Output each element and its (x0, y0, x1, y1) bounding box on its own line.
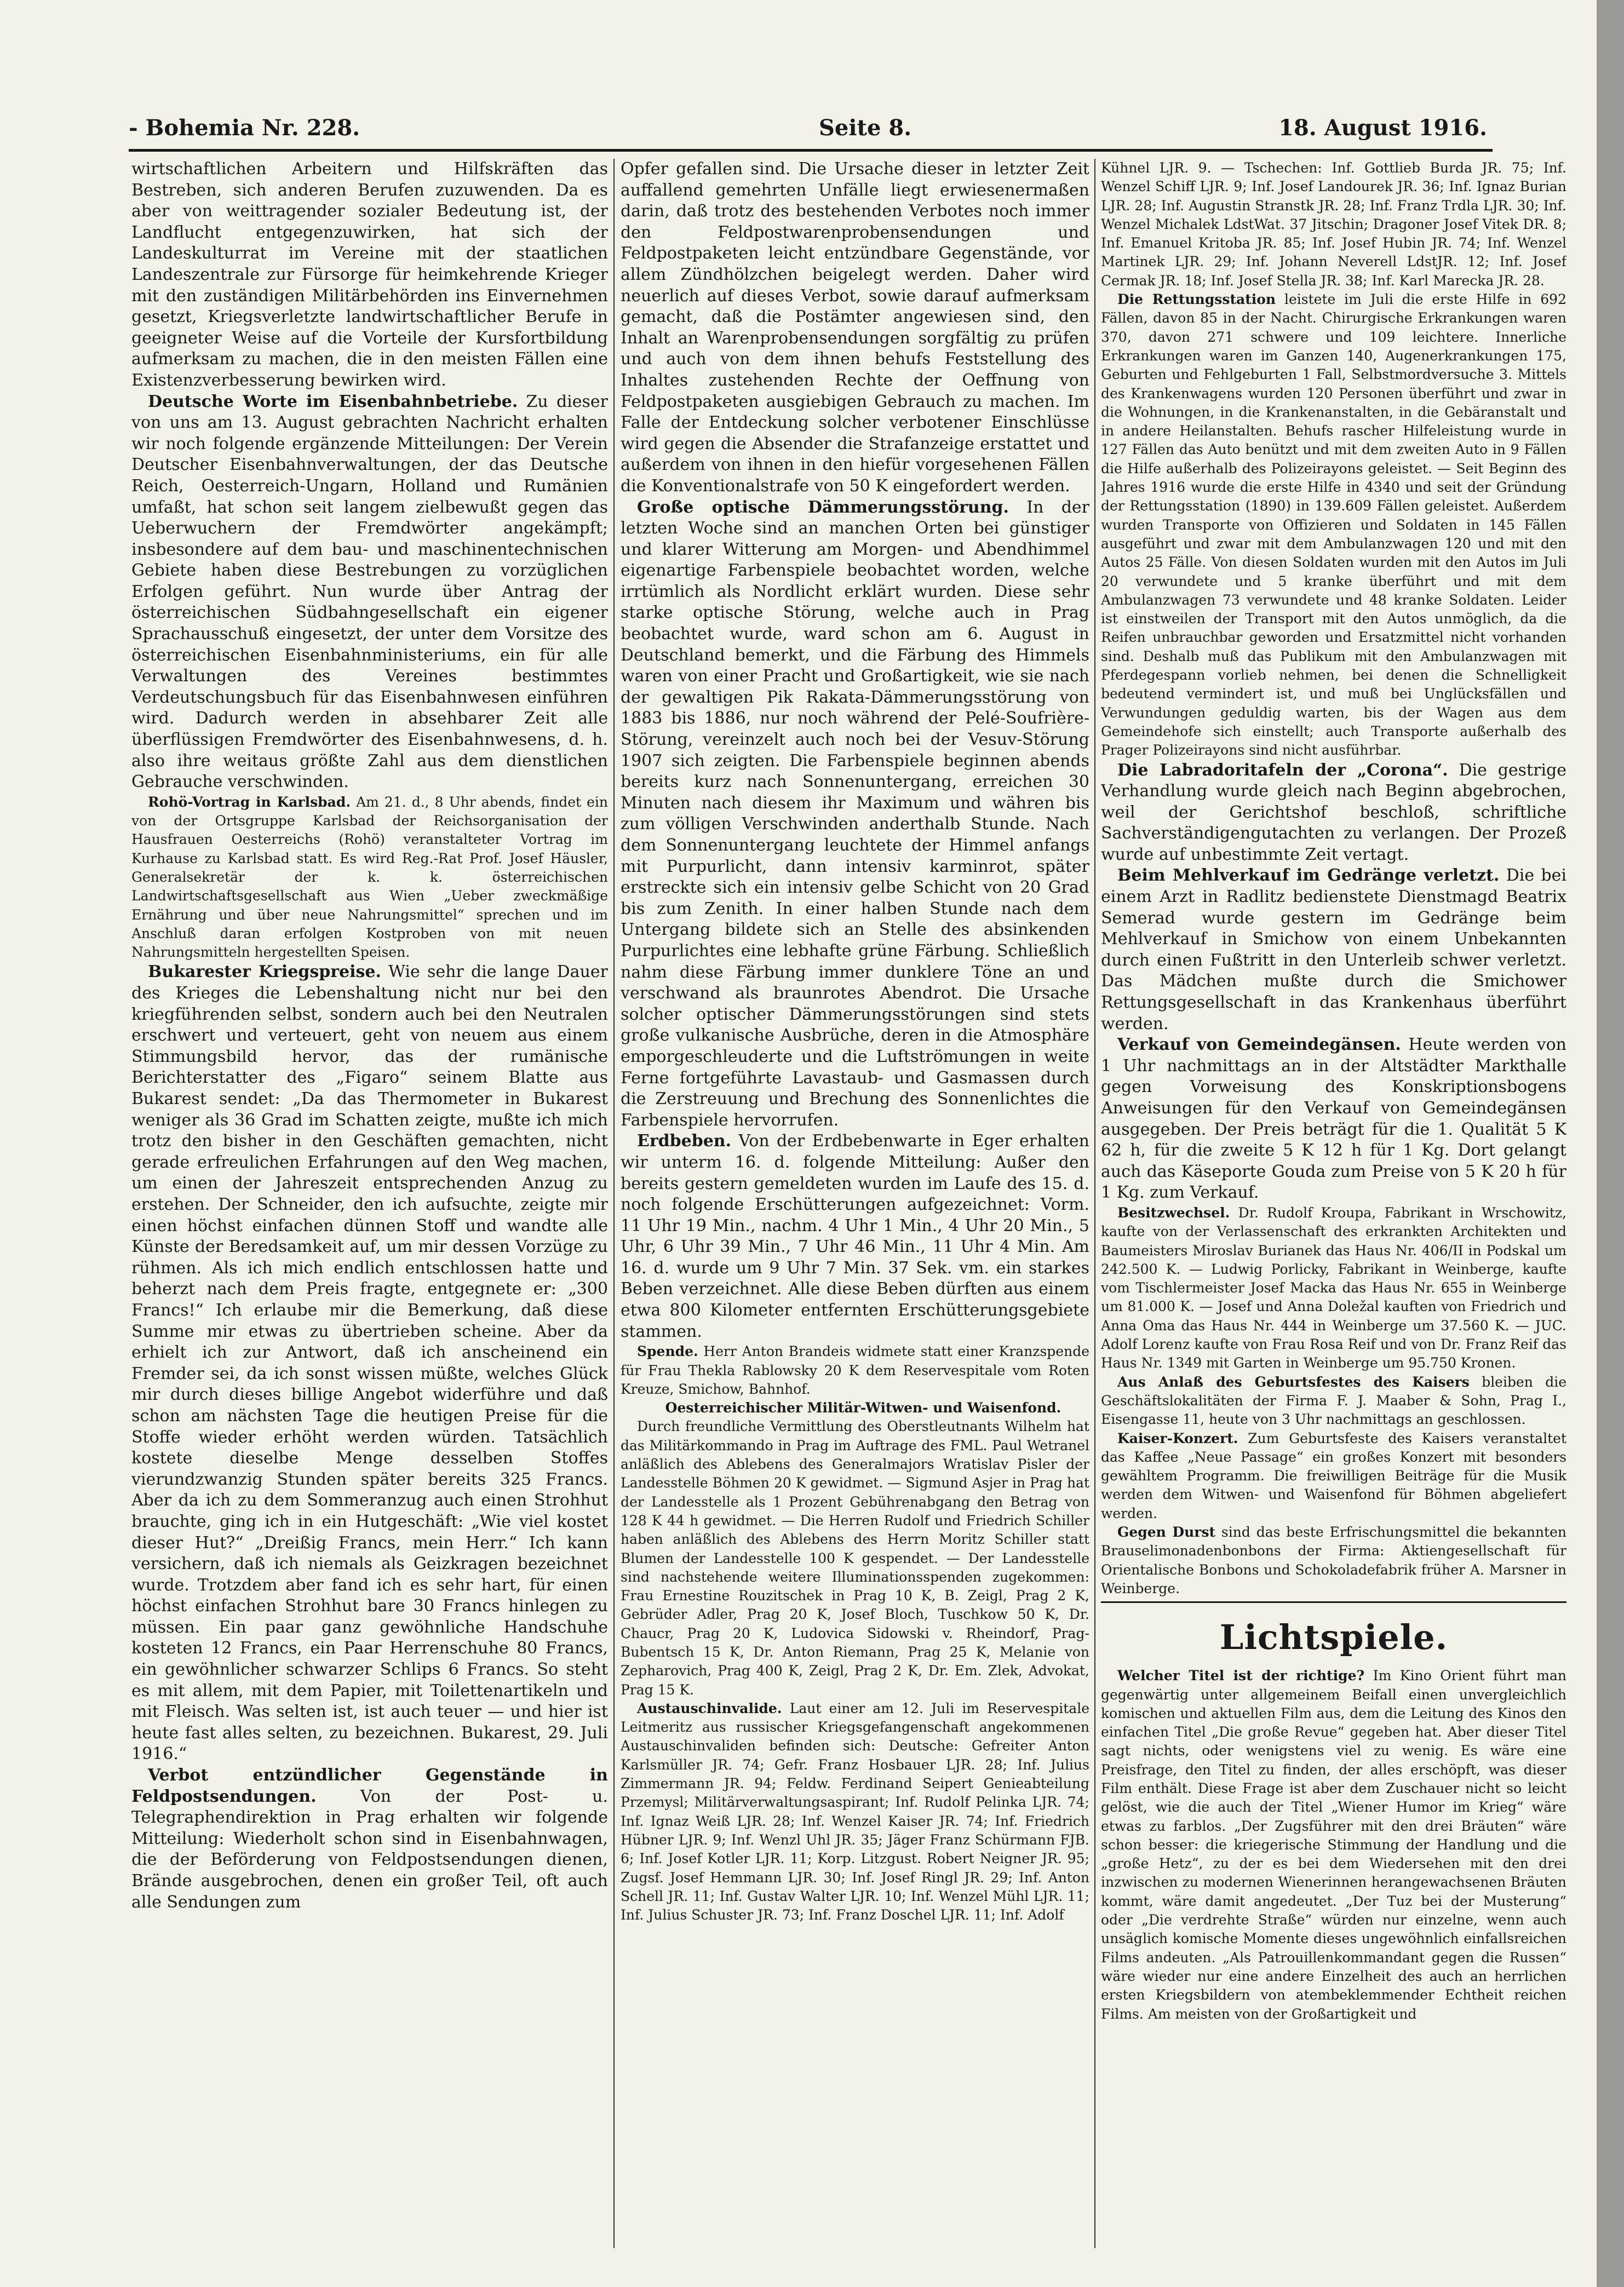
section-rule (1101, 1601, 1566, 1603)
article-body: Wie sehr die lange Dauer des Krieges die Lebenshaltung nicht nur bei den kriegführenden selbst, sondern auch bei den Neutralen erschwert und verteuert, geht von neuem aus einem Stimmungsbild hervor, das der rumänische Berichterstatter des „Figaro“ seinem Blatte aus Bukarest sendet: „Da das Thermometer in Bukarest weniger als 36 Grad im Schatten zeigte, mußte ich mich trotz den bisher in den Geschäften gemachten, nicht gerade erfreulichen Erfahrungen auf den Weg machen, um einen der Jahreszeit entsprechenden Anzug zu erstehen. Der Schneider, den ich aufsuchte, zeigte mir einen höchst einfachen dünnen Stoff und wandte alle Künste der Beredsamkeit auf, um mir dessen Vorzüge zu rühmen. Als ich mich endlich entschlossen hatte und beherzt nach dem Preis fragte, entgegnete er: „300 Francs!“ Ich erlaube mir die Bemerkung, daß diese Summe mir etwas zu übertrieben scheine. Aber da erhielt ich zur Antwort, daß ich anscheinend ein Fremder sei, da ich sonst wissen müßte, welches Glück mir durch dieses billige Angebot widerführe und daß schon am nächsten Tage die heutigen Preise für die Stoffe wieder erhöht werden würden. Tatsächlich kostete dieselbe Menge desselben Stoffes vierundzwanzig Stunden später bereits 325 Francs. Aber da ich zu dem Sommeranzug auch einen Strohhut brauchte, ging ich in ein Hutgeschäft: „Wie viel kostet dieser Hut?“ „Dreißig Francs, mein Herr.“ Ich kann versichern, daß ich niemals als Geizkragen bezeichnet wurde. Trotzdem aber fand ich es sehr hart, für einen höchst einfachen Strohhut bare 30 Francs hinlegen zu müssen. Ein paar ganz gewöhnliche Handschuhe kosteten 12 Francs, ein Paar Herrenschuhe 80 Francs, ein gewöhnlicher schwarzer Schlips 6 Francs. So steht es mit allem, mit dem Papier, mit Toilettenartikeln und mit Fleisch. Was selten ist, ist auch teuer — und hier ist heute fast alles selten, zu bezeichnen. Bukarest, 29. Juli 1916.“ (131, 962, 608, 1764)
article-headline: Die Rettungsstation (1117, 291, 1276, 308)
page-edge (1597, 0, 1624, 2287)
article (621, 1342, 1089, 1399)
article-headline: Aus Anlaß des Geburtsfestes des Kaisers (1117, 1374, 1470, 1390)
article-body: Zum Geburtsfeste des Kaisers veranstaltet das Kaffee „Neue Passage“ ein großes Konzert mit besonders gewähltem Programm. Die freiwilligen Beiträge für die Musik werden dem Witwen- und Waisenfond für Böhmen abgeliefert werden. (1101, 1430, 1566, 1521)
article-headline: Gegen Durst (1117, 1524, 1216, 1541)
article (621, 497, 1089, 1131)
column-2 (621, 159, 1089, 2251)
article-paragraph: Opfer gefallen sind. Die Ursache dieser in letzter Zeit auffallend gemehrten Unfälle liegt erwiesenermaßen darin, daß trotz des bestehenden Verbotes noch immer den Feldpostwarenprobensendungen und Feldpostpaketen leicht entzündbare Gegenstände, vor allem Zündhölzchen beigelegt werden. Daher wird neuerlich auf dieses Verbot, sowie darauf aufmerksam gemacht, daß die Postämter angewiesen sind, den Inhalt an Warenprobensendungen sorgfältig zu prüfen und auch von dem ihnen behufs Feststellung des Inhaltes zustehenden Rechte der Oeffnung von Feldpostpaketen ausgiebigen Gebrauch zu machen. Im Falle der Entdeckung solcher verbotener Einschlüsse wird gegen die Absender die Strafanzeige erstattet und außerdem von ihnen in den hiefür vorgesehenen Fällen die Konventionalstrafe von 50 K eingefordert werden. (621, 159, 1089, 496)
page-header (129, 110, 1487, 148)
article-body: Durch freundliche Vermittlung des Oberstleutnants Wilhelm hat das Militärkommando in Prag im Auftrage des FML. Paul Wetranel anläßlich des Ablebens des Generalmajors Wratislav Pisler der Landesstelle Böhmen 20 K gewidmet. — Sigmund Asjer in Prag hat der Landesstelle als 1 Prozent Gebührenabgang den Betrag von 128 K 44 h gewidmet. — Die Herren Rudolf und Friedrich Schiller haben anläßlich des Ablebens des Herrn Moritz Schiller statt Blumen der Landesstelle 100 K gespendet. — Der Landesstelle sind nachstehende weitere Illuminationsspenden zugekommen: Frau Ernestine Rouzitschek in Prag 10 K, B. Zeigl, Prag 2 K, Gebrüder Adler, Prag 20 K, Josef Bloch, Tuschkow 50 K, Dr. Chaucr, Prag 20 K, Ludovica Sidowski v. Rheindorf, Prag-Bubentsch 15 K, Dr. Anton Riemann, Prag 25 K, Melanie von Zepharovich, Prag 400 K, Zeigl, Prag 2 K, Dr. Em. Zlek, Advokat, Prag 15 K. (621, 1418, 1089, 1698)
article-body: Herr Anton Brandeis widmete statt einer Kranzspende für Frau Thekla Rablowsky 20 K dem Reservespitale vom Roten Kreuze, Smichow, Bahnhof. (621, 1343, 1089, 1397)
column-divider (1094, 159, 1095, 2248)
article-headline: Die Labradoritafeln der „Corona“. (1117, 760, 1448, 780)
article-headline: Verbot entzündlicher Gegenstände in Feldpostsendungen. (131, 1766, 608, 1806)
article-body: leistete im Juli die erste Hilfe in 692 Fällen, davon 85 in der Nacht. Chirurgische Erkrankungen waren 370, davon 271 schwere und 109 leichtere. Innerliche Erkrankungen waren im Ganzen 140, Augenerkrankungen 175, Geburten und Fehlgeburten 1 Fall, Selbstmordversuche 3. Mittels des Krankenwagens wurden 120 Personen überführt und zwar in die Wohnungen, in die Krankenanstalten, in die Gebäranstalt und in andere Heilanstalten. Behufs rascher Hilfeleistung wurde in 127 Fällen das Auto benützt und mit dem zweiten Auto in 9 Fällen die Hilfe außerhalb des Polizeirayons geleistet. — Seit Beginn des Jahres 1916 wurde die erste Hilfe in 4340 und seit der Gründung der Rettungsstation (1890) in 139.609 Fällen geleistet. Außerdem wurden Transporte von Offizieren und Soldaten in 145 Fällen ausgeführt und zwar mit dem Ambulanzwagen 120 und mit den Autos 25 Fälle. Von diesen Soldaten wurden mit den Autos im Juli 20 verwundete und 5 kranke überführt und mit dem Ambulanzwagen 73 verwundete und 48 kranke Soldaten. Leider ist einstweilen der Transport mit den Autos unmöglich, da die Reifen unbrauchbar geworden und Ersatzmittel nicht vorhanden sind. Deshalb muß das Publikum mit den Ambulanzwagen mit Pferdegespann vorlieb nehmen, bei denen die Schnelligkeit bedeutend vermindert ist, und muß bei Unglücksfällen und Verwundungen geduldig warten, bis der Wagen aus dem Gemeindehofe sich einstellt; auch Transporte außerhalb des Prager Polizeirayons sind nicht ausführbar. (1101, 291, 1566, 758)
article-headline: Besitzwechsel. (1117, 1204, 1230, 1221)
page-number: Seite 8. (819, 115, 912, 141)
article-headline: Kaiser-Konzert. (1117, 1430, 1238, 1446)
section-heading: Lichtspiele. (1219, 1617, 1448, 1658)
article-body: Dr. Rudolf Kroupa, Fabrikant in Wrschowitz, kaufte von der Verlassenschaft des erkrankten Architekten und Baumeisters Miroslav Burianek das Haus Nr. 406/II in Podskal um 242.500 K. — Ludwig Porlicky, Fabrikant in Weinberge, kaufte vom Tischlermeister Josef Macka das Haus Nr. 655 in Weinberge um 81.000 K. — Josef und Anna Doležal kauften von Friedrich und Anna Oma das Haus Nr. 444 in Weinberge um 37.560 K. — JUC. Adolf Lorenz kaufte von Frau Rosa Reif und von Dr. Franz Reif das Haus Nr. 1349 mit Garten in Weinberge um 95.750 Kronen. (1101, 1204, 1566, 1371)
article-headline: Spende. (637, 1343, 698, 1360)
column-divider (613, 159, 615, 2248)
article-body: In der letzten Woche sind an manchen Orten bei günstiger und klarer Witterung am Morgen- und Abendhimmel eigenartige Farbenspiele beobachtet worden, welche irrtümlich als Nordlicht erklärt wurden. Diese sehr starke optische Störung, welche auch in Prag beobachtet wurde, ward schon am 6. August in Deutschland bemerkt, und die Färbung des Himmels waren von einer Pracht und Großartigkeit, wie sie nach der gewaltigen Pik Rakata-Dämmerungsstörung von 1883 bis 1886, nur noch während der Pelé-Soufrière-Störung, vereinzelt auch noch bei der Vesuv-Störung 1907 sich zeigten. Die Farbenspiele beginnen abends bereits kurz nach Sonnenuntergang, erreichen 30 Minuten nach diesem ihr Maximum und währen bis zum völligen Verschwinden anderthalb Stunde. Nach dem Sonnenuntergang leuchtete der Himmel anfangs mit Purpurlicht, dann intensiv karminrot, später erstreckte sich ein intensiv gelbe Schicht von 20 Grad bis zum Zenith. In einer halben Stunde nach dem Untergang bildete sich an Stelle des absinkenden Purpurlichtes eine lebhafte grüne Färbung. Schließlich nahm diese Färbung immer dunklere Töne an und verschwand als braunrotes Abendrot. Die Ursache solcher optischer Dämmerungsstörungen sind stets große vulkanische Ausbrüche, deren in die Atmosphäre emporgeschleuderte und die Luftströmungen in weite Ferne fortgeführte Lavastaub- und Gasmassen durch die Zerstreuung und Brechung des Sonnenlichtes die Farbenspiele hervorrufen. (621, 497, 1089, 1130)
article (1101, 1035, 1566, 1204)
article-body: Die bei einem Arzt in Radlitz bedienstete Dienstmagd Beatrix Semerad wurde gestern im Gedränge beim Mehlverkauf in Smichow von einem Unbekannten durch einen Fußtritt in den Unterleib schwer verletzt. Das Mädchen mußte durch die Smichower Rettungsgesellschaft in das Krankenhaus überführt werden. (1101, 866, 1566, 1033)
article-headline: Austauschinvalide. (637, 1700, 782, 1716)
article (1101, 1523, 1566, 1598)
article-headline: Verkauf von Gemeindegänsen. (1117, 1035, 1401, 1055)
article-body: Zu dieser von uns am 13. August gebrachten Nachricht erhalten wir noch folgende ergänzende Mitteilungen: Der Verein Deutscher Eisenbahnverwaltungen, der das Deutsche Reich, Oesterreich-Ungarn, Holland und Rumänien umfaßt, hat schon seit langem zielbewußt gegen das Ueberwuchern der Fremdwörter angekämpft; insbesondere auf dem bau- und maschinentechnischen Gebiete haben diese Bestrebungen zu vorzüglichen Erfolgen geführt. Nun wurde über Antrag der österreichischen Südbahngesellschaft ein eigener Sprachausschuß eingesetzt, der unter dem Vorsitze des österreichischen Eisenbahnministeriums, ein für alle Verwaltungen des Vereines bestimmtes Verdeutschungsbuch für das Eisenbahnwesen einführen wird. Dadurch werden in absehbarer Zeit alle überflüssigen Fremdwörter des Eisenbahnwesens, d. h. also ihre weitaus größte Zahl aus dem dienstlichen Gebrauche verschwinden. (131, 392, 608, 792)
article (1101, 760, 1566, 866)
article-headline: Oesterreichischer Militär-Witwen- und Waisenfond. (665, 1400, 1061, 1416)
article-body: Heute werden von 1 Uhr nachmittags an in der Altstädter Markthalle gegen Vorweisung des Konskriptionsbogens Anweisungen für den Verkauf von Gemeindegänsen ausgegeben. Der Preis beträgt für die 1. Qualität 5 K 62 h, für die zweite 5 K 12 h für 1 Kg. Dort gelangt auch das Käseporte Gouda zum Preise von 5 K 20 h für 1 Kg. zum Verkauf. (1101, 1035, 1566, 1203)
article-paragraph: Kühnel LJR. 9. — Tschechen: Inf. Gottlieb Burda JR. 75; Inf. Wenzel Schiff LJR. 9; Inf. Josef Landourek JR. 36; Inf. Ignaz Burian LJR. 28; Inf. Augustin Stranstk JR. 28; Inf. Franz Trdla LJR. 30; Inf. Wenzel Michalek LdstWat. 37 Jitschin; Dragoner Josef Vitek DR. 8; Inf. Emanuel Kritoba JR. 85; Inf. Josef Hubin JR. 74; Inf. Wenzel Martinek LJR. 29; Inf. Johann Neverell LdstJR. 12; Inf. Josef Cermak JR. 18; Inf. Josef Stella JR. 38; Inf. Karl Marecka JR. 28. (1101, 160, 1566, 289)
article (131, 1765, 608, 1913)
article (1101, 290, 1566, 760)
article-headline: Bukarester Kriegspreise. (148, 962, 381, 982)
issue-date: 18. August 1916. (1278, 115, 1487, 141)
article-paragraph: wirtschaftlichen Arbeitern und Hilfskräften das Bestreben, sich anderen Berufen zuzuwenden. Da es aber von weittragender sozialer Bedeutung ist, der Landflucht entgegenzuwirken, hat sich der Landeskulturrat im Vereine mit der staatlichen Landeszentrale zur Fürsorge für heimkehrende Krieger mit den zuständigen Militärbehörden ins Einvernehmen gesetzt, Kriegsverletzte landwirtschaftlicher Berufe in geeigneter Weise auf die Vorteile der Kursfortbildung aufmerksam zu machen, die in den meisten Fällen eine Existenzverbesserung bewirken wird. (131, 159, 608, 390)
article-body: Von der Erdbebenwarte in Eger erhalten wir unterm 16. d. folgende Mitteilung: Außer den bereits gestern gemeldeten wurden im Laufe des 15. d. noch folgende Erschütterungen aufgezeichnet: Vorm. 11 Uhr 19 Min., nachm. 4 Uhr 1 Min., 4 Uhr 20 Min., 5 Uhr, 6 Uhr 39 Min., 7 Uhr 46 Min., 11 Uhr 4 Min. Am 16. d. wurde um 9 Uhr 7 Min. 37 Sek. vm. ein starkes Beben verzeichnet. Alle diese Beben dürften aus einem etwa 800 Kilometer entfernten Erschütterungsgebiete stammen. (621, 1131, 1089, 1341)
article (131, 793, 608, 962)
masthead-issue: - Bohemia Nr. 228. (129, 115, 360, 141)
header-rule (129, 149, 1493, 152)
article-body: Laut einer am 12. Juli im Reservespitale Leitmeritz aus russischer Kriegsgefangenschaft angekommenen Austauschinvaliden befinden sich: Deutsche: Gefreiter Anton Karlsmüller JR. 74; Gefr. Franz Hosbauer LJR. 28; Inf. Julius Zimmermann JR. 94; Feldw. Ferdinand Seipert Genieabteilung Przemysl; Militärverwaltungsaspirant; Inf. Rudolf Pelinka LJR. 74; Inf. Ignaz Weiß LJR. 28; Inf. Wenzel Kaiser JR. 74; Inf. Friedrich Hübner LJR. 9; Inf. Wenzl Uhl JR. 35; Jäger Franz Schürmann FJB. 6; Inf. Josef Kotler LJR. 11; Korp. Litzgust. Robert Neigner JR. 95; Zugsf. Josef Hemmann LJR. 30; Inf. Josef Ringl JR. 29; Inf. Anton Schell JR. 11; Inf. Gustav Walter LJR. 10; Inf. Wenzel Mühl LJR. 11; Inf. Julius Schuster JR. 73; Inf. Franz Doschel LJR. 11; Inf. Adolf (621, 1700, 1089, 1923)
article-body: Im Kino Orient führt man gegenwärtig unter allgemeinem Beifall einen unvergleichlich komischen und aktuellen Film aus, dem die Leitung des Kinos den einfachen Titel „Die große Revue“ gegeben hat. Aber dieser Titel sagt nichts, oder wenigstens viel zu wenig. Es wäre eine Preisfrage, den Titel zu finden, der alles erschöpft, was dieser Film enthält. Diese Frage ist aber dem Zuschauer nicht so leicht gelöst, wie die auch der Titel „Wiener Humor im Krieg“ wäre etwas zu farblos. „Der Zugsführer mit den drei Bräuten“ wäre schon besser: die kriegerische Stimmung der Handlung und die „große Hetz“, zu der es bei dem Wiedersehen mit den drei inzwischen zu modernen Wienerinnen herangewachsenen Bräuten kommt, wäre damit angedeutet. „Der Tuz bei der Musterung“ oder „Die verdrehte Straße“ würden nur einzelne, wenn auch unsäglich komische Momente dieses ungewöhnlich einfallsreichen Films andeuten. „Als Patrouillenkommandant gegen die Russen“ wäre wieder nur eine andere Einzelheit des auch an herrlichen ersten Kriegsbildern von atembeklemmender Echtheit reichen Films. Am meisten von der Großartigkeit und (1101, 1668, 1566, 2022)
article (131, 962, 608, 1765)
article-body: Von der Post- u. Telegraphendirektion in Prag erhalten wir folgende Mitteilung: Wiederholt schon sind in Eisenbahnwagen, die der Beförderung von Feldpostsendungen dienen, Brände ausgebrochen, denen ein großer Teil, oft auch alle Sendungen zum (131, 1786, 608, 1912)
article (621, 1131, 1089, 1342)
article-body: Am 21. d., 8 Uhr abends, findet ein von der Ortsgruppe Karlsbad der Reichsorganisation der Hausfrauen Oesterreichs (Rohö) veranstalteter Vortrag im Kurhause zu Karlsbad statt. Es wird Reg.-Rat Prof. Josef Häusler, Generalsekretär der k. k. österreichischen Landwirtschaftsgesellschaft aus Wien „Ueber zweckmäßige Ernährung und über neue Nahrungsmittel“ sprechen und im Anschluß daran erfolgen Kostproben von mit neuen Nahrungsmitteln hergestellten Speisen. (131, 794, 608, 961)
article (1101, 1204, 1566, 1373)
article-headline: Deutsche Worte im Eisenbahnbetriebe. (148, 392, 518, 411)
column-3 (1101, 159, 1566, 2251)
article-headline: Welcher Titel ist der richtige? (1117, 1668, 1365, 1684)
article-body: Die gestrige Verhandlung wurde gleich nach Beginn abgebrochen, weil der Gerichtshof beschloß, schriftliche Sachverständigengutachten zu verlangen. Der Prozeß wurde auf unbestimmte Zeit vertagt. (1101, 760, 1566, 864)
article (1101, 1429, 1566, 1523)
article-body: sind das beste Erfrischungsmittel die bekannten Brauselimonadenbonbons der Firma: Aktiengesellschaft für Orientalische Bonbons und Schokoladefabrik früher A. Marsner in Weinberge. (1101, 1524, 1566, 1596)
article-headline: Erdbeben. (637, 1131, 732, 1151)
article (1101, 865, 1566, 1035)
column-1 (131, 159, 608, 2251)
article (1101, 1667, 1566, 2024)
article (131, 392, 608, 793)
article-body: bleiben die Geschäftslokalitäten der Firma F. J. Maaber & Sohn, Prag I., Eisengasse 11, heute von 3 Uhr nachmittags an geschlossen. (1101, 1374, 1566, 1428)
article-headline: Rohö-Vortrag in Karlsbad. (148, 794, 351, 810)
article (621, 1699, 1089, 1925)
article-headline: Beim Mehlverkauf im Gedränge verletzt. (1117, 866, 1500, 886)
article-headline: Große optische Dämmerungsstörung. (637, 497, 1009, 517)
article (1101, 1373, 1566, 1429)
